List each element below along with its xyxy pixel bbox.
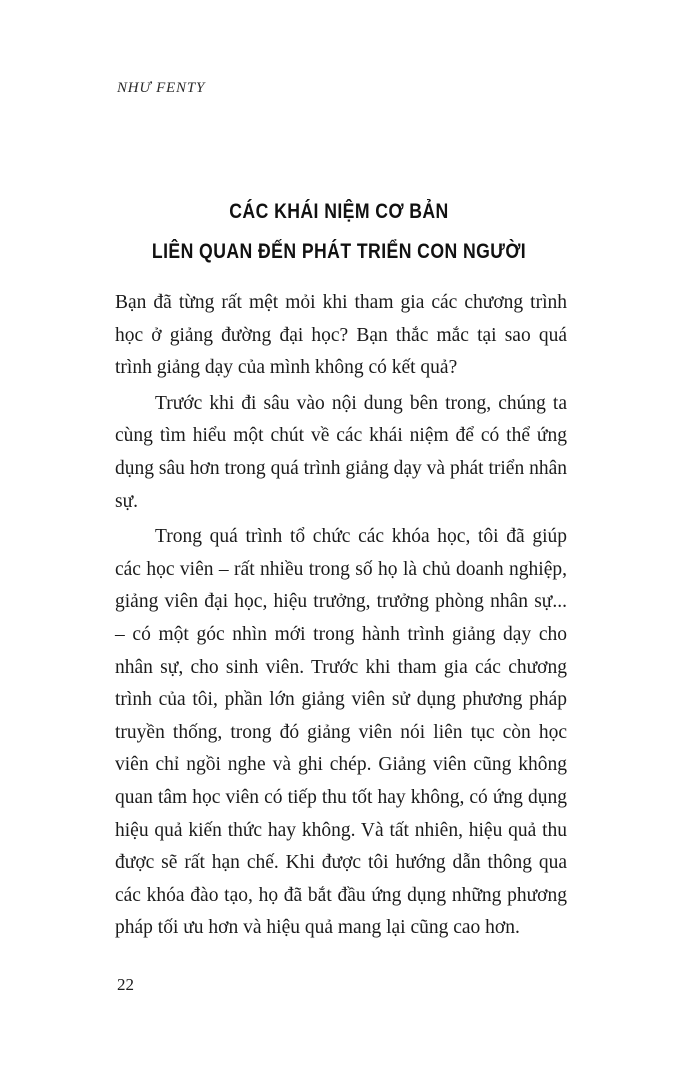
chapter-title-line2: LIÊN QUAN ĐẾN PHÁT TRIỂN CON NGƯỜI [151,240,527,263]
body-text [115,287,567,948]
running-header: NHƯ FENTY [117,80,206,96]
paragraph-2: Trước khi đi sâu vào nội dung bên trong, chúng ta cùng tìm hiểu một chút về các khái niệm để có thể ứng dụng sâu hơn trong quá trình giảng dạy và phát triển nhân sự. [115,392,567,512]
chapter-title [0,192,678,272]
paragraph-3: Trong quá trình tổ chức các khóa học, tôi đã giúp các học viên – rất nhiều trong số họ là chủ doanh nghiệp, giảng viên đại học, hiệu trưởng, trưởng phòng nhân sự... – có một góc nhìn mới trong hành trình giảng dạy cho nhân sự, cho sinh viên. Trước khi tham gia các chương trình của tôi, phần lớn giảng viên sử dụng phương pháp truyền thống, trong đó giảng viên nói liên tục còn học viên chỉ ngồi nghe và ghi chép. Giảng viên cũng không quan tâm học viên có tiếp thu tốt hay không, có ứng dụng hiệu quả kiến thức hay không. Và tất nhiên, hiệu quả thu được sẽ rất hạn chế. Khi được tôi hướng dẫn thông qua các khóa đào tạo, họ đã bắt đầu ứng dụng những phương pháp tối ưu hơn và hiệu quả mang lại cũng cao hơn. [115,526,567,939]
page-number: 22 [117,975,134,994]
paragraph-1: Bạn đã từng rất mệt mỏi khi tham gia các chương trình học ở giảng đường đại học? Bạn thắc mắc tại sao quá trình giảng dạy của mình không có kết quả? [115,292,567,379]
chapter-title-line1: CÁC KHÁI NIỆM CƠ BẢN [229,200,449,223]
